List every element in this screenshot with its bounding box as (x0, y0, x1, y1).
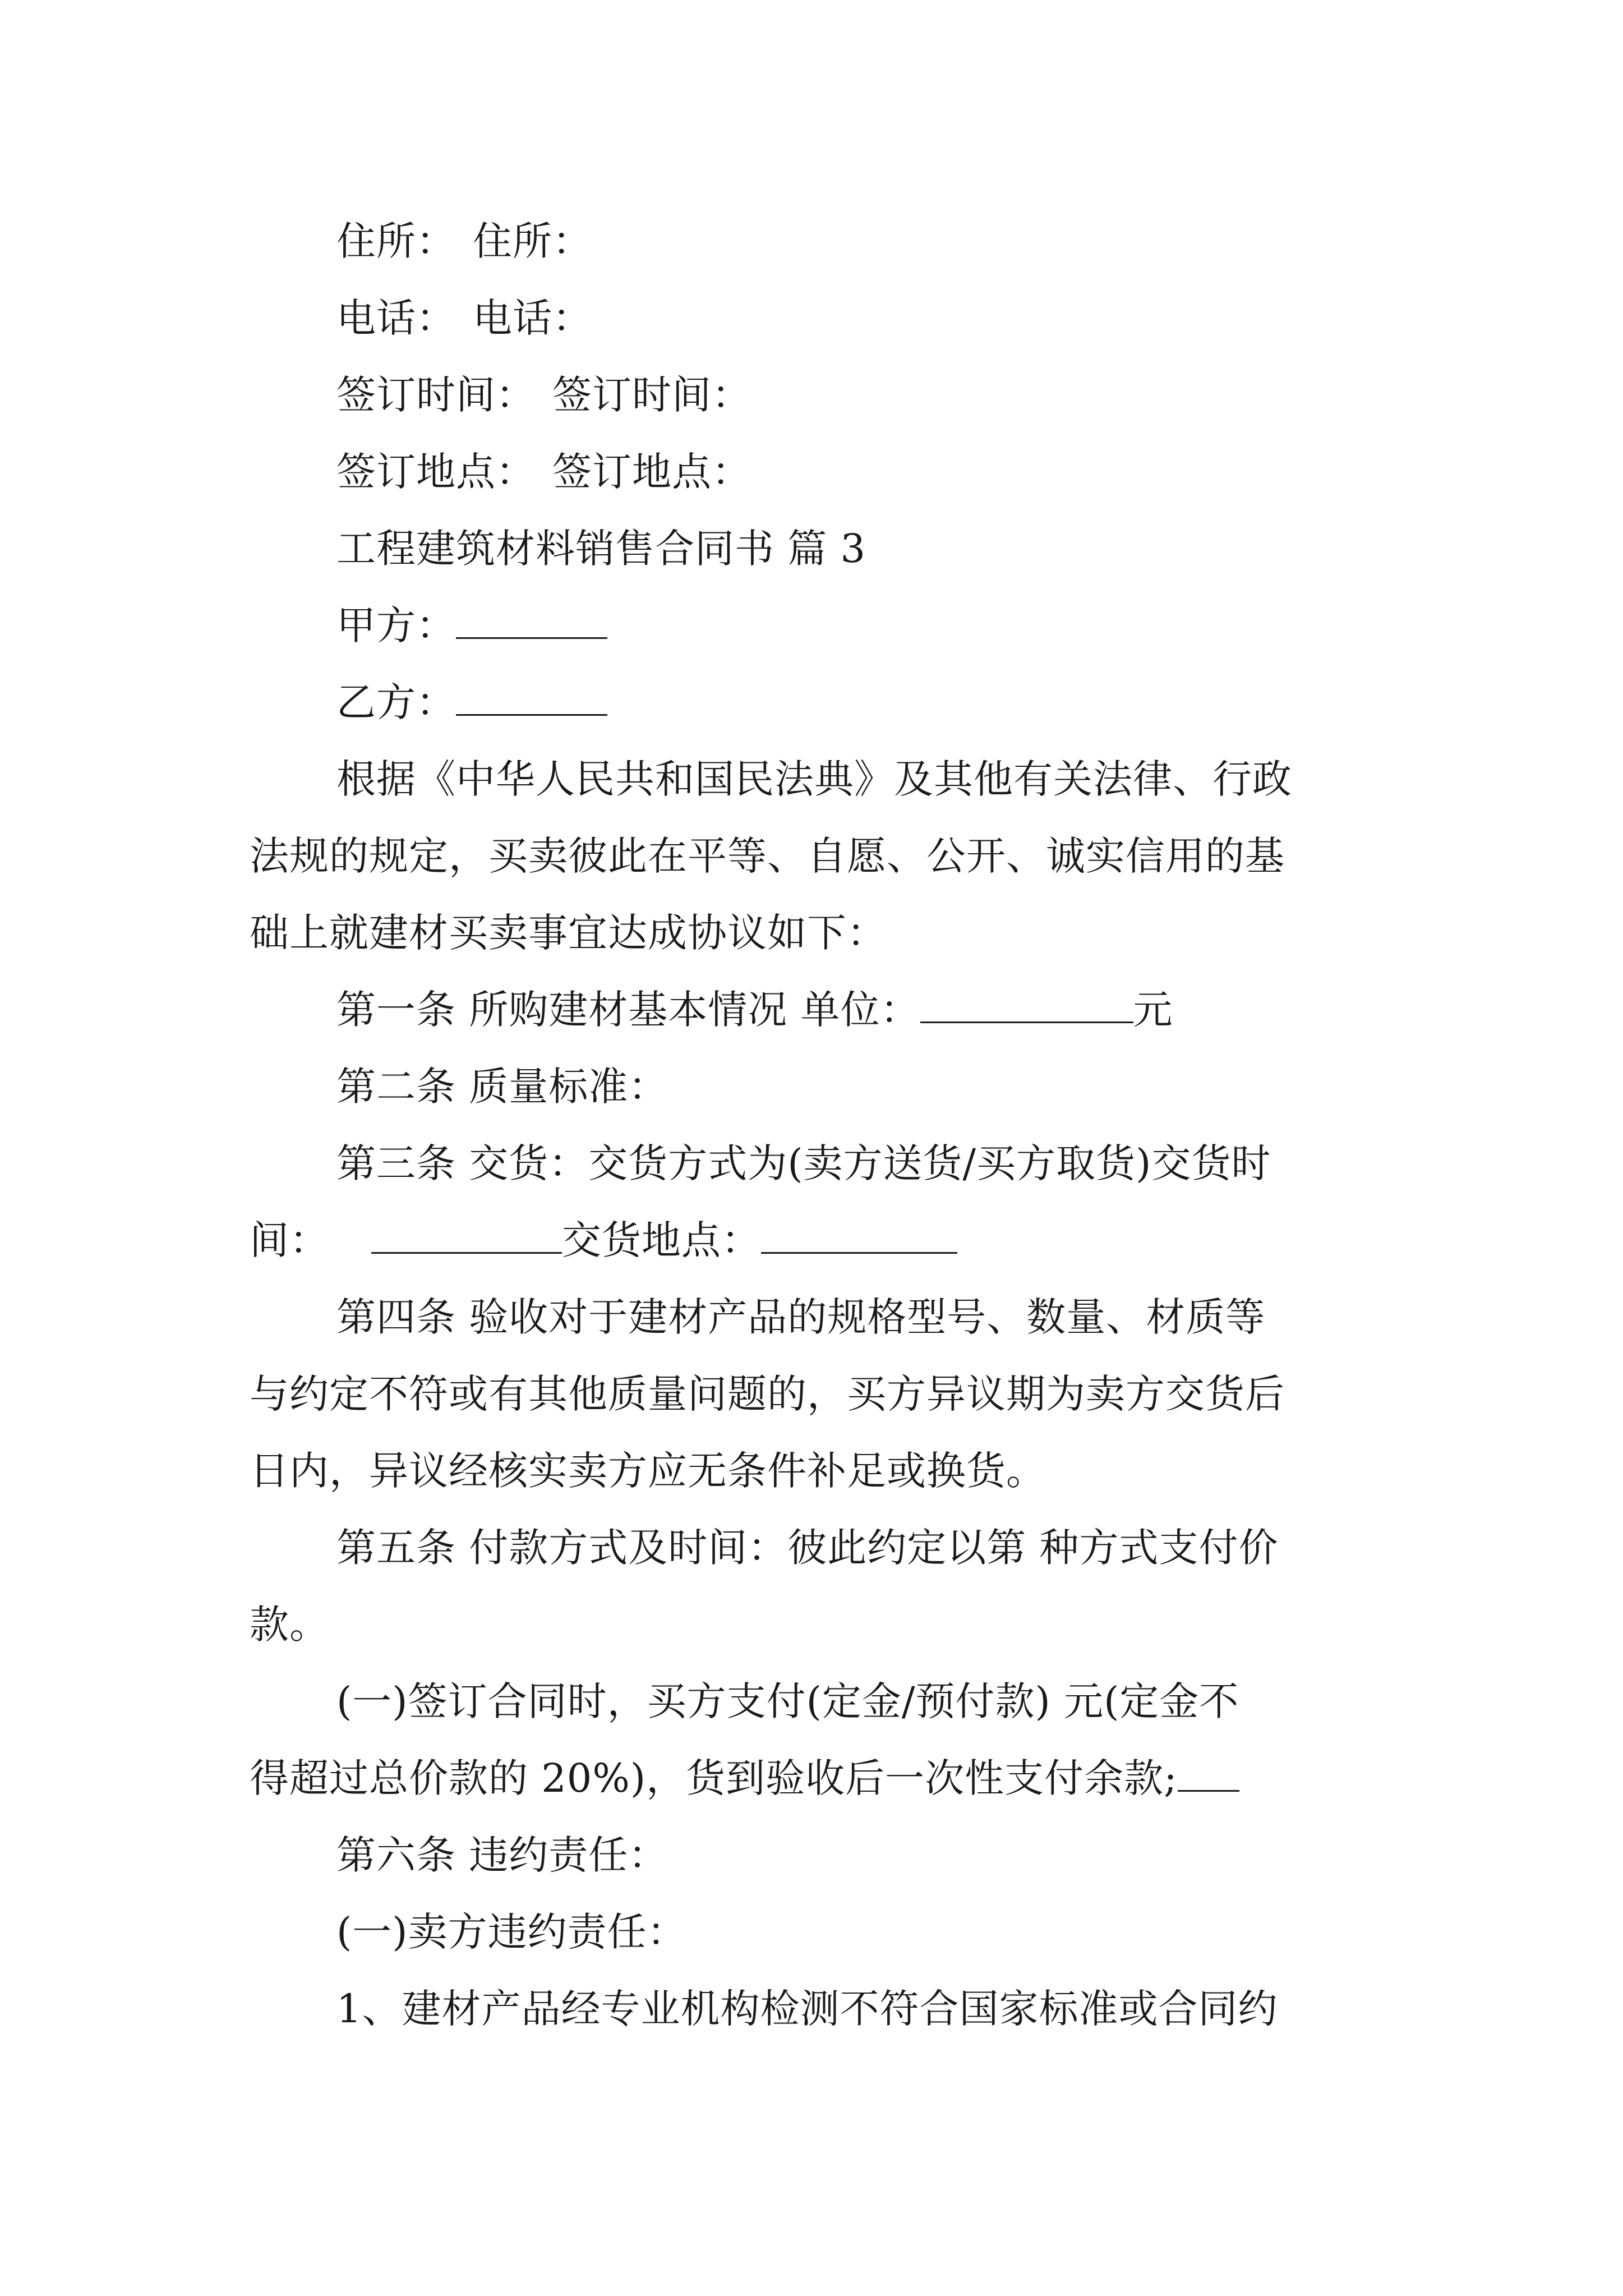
article-2-line: 第二条 质量标准： (336, 1064, 668, 1110)
section-title: 工程建筑材料销售合同书 篇 3 (336, 526, 866, 572)
phone-line (336, 293, 592, 343)
article-6-line: 第六条 违约责任： (336, 1832, 668, 1878)
party-b-line (336, 677, 607, 728)
paragraph-line: 础上就建材买卖事宜达成协议如下： (250, 910, 887, 956)
paragraph-line: 与约定不符或有其他质量问题的，买方异议期为卖方交货后 (250, 1371, 1285, 1417)
unit-price-blank (920, 988, 1133, 1023)
balance-blank (1178, 1756, 1239, 1792)
party-b-label: 乙方： (336, 679, 456, 725)
party-a-line (336, 600, 607, 651)
signing-place-label-a: 签订地点： (336, 449, 536, 495)
paragraph-line: 1、建材产品经专业机构检测不符合国家标准或合同约 (336, 1986, 1278, 2032)
balance-line (250, 1753, 1239, 1803)
delivery-line (250, 1215, 957, 1266)
paragraph-line: 第四条 验收对于建材产品的规格型号、数量、材质等 (336, 1294, 1266, 1340)
article-3-line: 第三条 交货：交货方式为(卖方送货/买方取货)交货时 (336, 1140, 1271, 1186)
phone-label-b: 电话： (473, 295, 592, 341)
address-line (336, 216, 592, 266)
party-a-blank (456, 604, 607, 639)
currency-label: 元 (1133, 987, 1173, 1033)
party-a-label: 甲方： (336, 602, 456, 648)
signing-time-line (336, 370, 751, 420)
signing-place-line (336, 447, 751, 497)
paragraph-line: 法规的规定，买卖彼此在平等、自愿、公开、诚实信用的基 (250, 833, 1285, 879)
address-label-a: 住所： (336, 218, 456, 264)
paragraph-line: 款。 (250, 1602, 329, 1648)
phone-label-a: 电话： (336, 295, 456, 341)
address-label-b: 住所： (473, 218, 592, 264)
signing-time-label-a: 签订时间： (336, 372, 536, 418)
signing-place-label-b: 签订地点： (552, 449, 751, 495)
paragraph-line: 第五条 付款方式及时间：彼此约定以第 种方式支付价 (336, 1525, 1279, 1571)
article-1-line (336, 984, 1173, 1035)
paragraph-line: 日内，异议经核实卖方应无条件补足或换货。 (250, 1448, 1046, 1494)
delivery-time-blank (371, 1218, 562, 1254)
delivery-place-label: 交货地点： (562, 1217, 761, 1263)
seller-liability-line: (一)卖方违约责任： (336, 1909, 687, 1955)
party-b-blank (456, 680, 607, 716)
delivery-time-label: 间： (250, 1217, 329, 1263)
balance-text: 得超过总价款的 20%)，货到验收后一次性支付余款; (250, 1755, 1178, 1801)
paragraph-line: 根据《中华人民共和国民法典》及其他有关法律、行政 (336, 756, 1292, 802)
article-1-text: 第一条 所购建材基本情况 单位： (336, 987, 920, 1033)
signing-time-label-b: 签订时间： (552, 372, 751, 418)
paragraph-line: (一)签订合同时，买方支付(定金/预付款) 元(定金不 (336, 1678, 1239, 1724)
delivery-place-blank (761, 1218, 957, 1254)
